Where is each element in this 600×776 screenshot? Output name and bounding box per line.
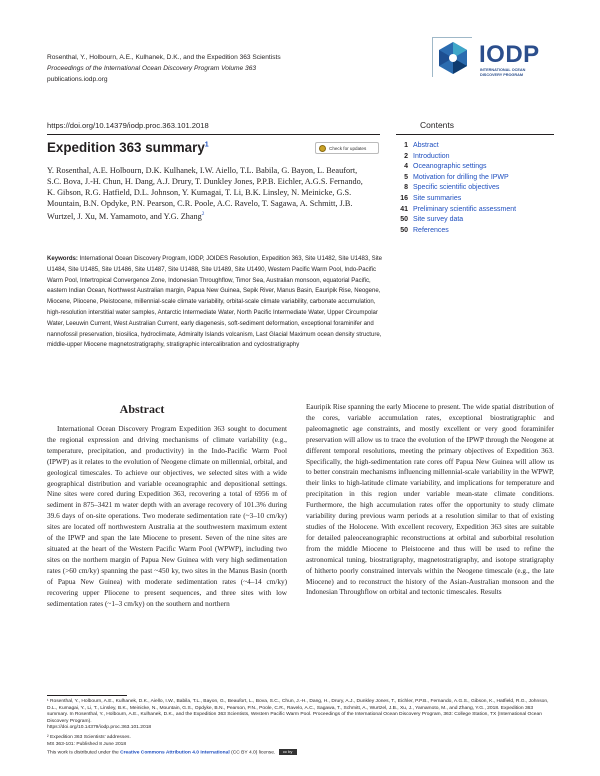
toc-item[interactable]: 2 Introduction [396, 152, 576, 163]
cc-by-icon: cc by [279, 749, 297, 755]
license-link[interactable]: Creative Commons Attribution 4.0 International [120, 750, 230, 756]
toc-link[interactable]: Motivation for drilling the IPWP [413, 173, 509, 181]
license-line: This work is distributed under the Creative Commons Attribution 4.0 International (CC BY 4.0) license. cc by [47, 749, 554, 757]
update-badge-icon [319, 145, 326, 152]
toc-item[interactable]: 16 Site summaries [396, 194, 576, 205]
toc-link[interactable]: Abstract [413, 142, 439, 149]
check-for-updates-label: Check for updates [329, 145, 367, 151]
toc-item[interactable]: 5 Motivation for drilling the IPWP [396, 173, 576, 184]
keywords-text: International Ocean Discovery Program, IODP, JOIDES Resolution, Expedition 363, Site U1482, Site U1483, Site U1484, Site U1485, Site U1486, Site U1487, Site U1488, Site U1489, Site U1490, Western Pacific Warm Pool, Indo-Pacific Warm Pool, Intertropical Convergence Zone, Indonesian Throughflow, Timor Sea, Australian monsoon, equatorial Pacific, eastern Indian Ocean, Northwest Australian margin, Papua New Guinea, Sepik River, Manus Basin, Eauripik Rise, Neogene, Miocene, Pliocene, Pleistocene, millennial-scale climate variability, orbital-scale climate variability, carbonate accumulation, high-resolution interstitial water samples, Antarctic Intermediate Water, North Pacific Intermediate Water, Upper Circumpolar Water, Leeuwin Current, West Australian Current, early diagenesis, soft-sediment deformation, exceptional foraminifer and nannofossil preservation, biosilica, hydroclimate, Admiralty Islands volcanism, Last Glacial Maximum ocean density structure, middle-upper Miocene magnetostratigraphy, stratigraphic intercalibration and cyclostratigraphy [47, 256, 382, 349]
toc-link[interactable]: Oceanographic settings [413, 163, 487, 171]
toc-link[interactable]: Site survey data [413, 216, 464, 224]
toc-item[interactable]: 1 Abstract [396, 141, 576, 152]
authors-footnote-link[interactable]: 2 [201, 211, 205, 217]
toc-link[interactable]: Preliminary scientific assessment [413, 205, 517, 213]
abstract-text-right: Eauripik Rise spanning the early Miocene to present. The wide spatial distribution of the cores, variable accumulation rates, exceptional biostratigraphic and paleomagnetic age constraints, and mostly excellent or very good foraminifer preservation will allow us to trace the evolution of the IPWP through the Neogene at different temporal resolutions, meeting the primary objectives of Expedition 363. Specifically, the high-sedimentation rate cores off Papua New Guinea will allow us to better constrain mechanisms influencing millennial-scale variability in the WPWP, their links to high-latitude climate variability, and implications for temperature and precipitation in this region under variable mean-state climate conditions. Furthermore, the high accumulation rates offer the opportunity to study climate variability during previous warm periods at a resolution similar to that of existing studies of the Holocene. With excellent recovery, Expedition 363 sites are suitable for detailed paleoceanographic reconstructions at orbital and suborbital resolution from the middle Miocene to Pleistocene and thus will be used to refine the astronomical tuning, biostratigraphy, magnetostratigraphy, and isotope stratigraphy of hitherto poorly constrained intervals within the Neogene timescale (e.g., the late Miocene) and to reconstruct the history of the Asian-Australian monsoon and the Indonesian Throughflow on orbital and tectonic timescales. Results [306, 403, 554, 597]
toc-item[interactable]: 50 Site survey data [396, 215, 576, 226]
abstract-heading: Abstract [119, 402, 165, 416]
citation-line: Rosenthal, Y., Holbourn, A.E., Kulhanek, D.K., and the Expedition 363 Scientists [47, 54, 281, 61]
author-list: Y. Rosenthal, A.E. Holbourn, D.K. Kulhanek, I.W. Aiello, T.L. Babila, G. Bayon, L. Beaufort, S.C. Bova, J.-H. Chun, H. Dang, A.J. Drury, T. Dunkley Jones, P.P.B. Eichler, A.G.S. Fernando, K. Gibson, R.G. Hatfield, D.L. Johnson, Y. Kumagai, T. Li, B.K. Linsley, N. Meinicke, G.S. Mountain, B.N. Opdyke, P.N. Pearson, C.R. Poole, A.C. Ravelo, T. Sagawa, A. Schmitt, J.B. Wurtzel, J. Xu, M. Yamamoto, and Y.G. Zhang$^2$ [47, 166, 363, 221]
toc-link[interactable]: Specific scientific objectives [413, 184, 500, 192]
toc-link[interactable]: References [413, 226, 449, 234]
divider [396, 134, 554, 135]
toc-item[interactable]: 8 Specific scientific objectives [396, 183, 576, 194]
table-of-contents [396, 141, 576, 236]
footnote-2-link[interactable]: ² Expedition 363 Scientists' addresses. [47, 735, 131, 740]
page-title: Expedition 363 summary$^1$ [47, 140, 209, 155]
iodp-logo [432, 37, 554, 87]
keywords [47, 254, 382, 351]
check-for-updates-button[interactable] [315, 142, 379, 154]
abstract-text-left: International Ocean Discovery Program Expedition 363 sought to document the regional expression and driving mechanisms of climate variability (e.g., temperature, precipitation, and productivity) in the Indo-Pacific Warm Pool (IPWP) as it relates to the evolution of Neogene climate on millennial, orbital, and geological timescales. To achieve our objectives, we selected sites with a wide geographical distribution and variable oceanographic and depositional settings. Nine sites were cored during Expedition 363, recovering a total of 6956 m of sediment in 875–3421 m water depth with an average recovery of 101.3% during 39.6 days of on-site operations. Two moderate sedimentation rate (~3–10 cm/ky) sites are located off northwestern Australia at the southwestern maximum extent of the IPWP and span the late Miocene to present. Seven of the nine sites are situated at the heart of the Western Pacific Warm Pool (WPWP), including two sites on the northern margin of Papua New Guinea with very high sedimentation rates (>60 cm/ky) spanning the past ~450 ky, two sites in the Manus Basin (north of Papua New Guinea) with moderate sedimentation rates (~4–14 cm/ky) recovering upper Pliocene to present sequences, and three sites with low sedimentation rates (~1–3 cm/ky) on the southern and northern [47, 425, 287, 608]
toc-link[interactable]: Introduction [413, 152, 450, 160]
logo-emblem-icon [432, 37, 472, 77]
logo-wordmark: IODP [479, 41, 540, 68]
journal-site: publications.iodp.org [47, 76, 108, 83]
logo-subtitle: INTERNATIONAL OCEAN DISCOVERY PROGRAM [480, 68, 526, 77]
contents-title: Contents [420, 120, 455, 130]
toc-link[interactable]: Site summaries [413, 194, 462, 202]
divider [47, 134, 380, 135]
toc-item[interactable]: 50 References [396, 226, 576, 237]
doi-link[interactable]: https://doi.org/10.14379/iodp.proc.363.101.2018 [47, 121, 209, 130]
footnote-doi[interactable]: https://doi.org/10.14379/iodp.proc.363.101.2018 [47, 725, 152, 731]
citation-header [47, 52, 281, 85]
journal-line: Proceedings of the International Ocean Discovery Program Volume 363 [47, 65, 257, 72]
keywords-label: Keywords: [47, 256, 78, 262]
footnote-divider [47, 695, 127, 696]
toc-item[interactable]: 41 Preliminary scientific assessment [396, 205, 576, 216]
ms-line: MS 363-101: Published 8 June 2018 [47, 742, 127, 747]
footnote-1: ¹ Rosenthal, Y., Holbourn, A.E., Kulhanek, D.K., Aiello, I.W., Babila, T.L., Bayon, G., Beaufort, L., Bova, S.C., Chun, J.-H., Dang, H., Drury, A.J., Dunkley Jones, T., Eichler, P.P.B., Fernando, A.G.S., Gibson, K., Hatfield, R.G., Johnson, D.L., Kumagai, Y., Li, T., Linsley, B.K., Meinicke, N., Mountain, G.S., Opdyke, B.N., Pearson, P.N., Poole, C.R., Ravelo, A.C., Sagawa, T., Schmitt, A., Wurtzel, J.B., Xu, J., Yamamoto, M., and Zhang, Y.G., 2018. Expedition 363 summary. In Rosenthal, Y., Holbourn, A.E., Kulhanek, D.K., and the Expedition 363 Scientists, Western Pacific Warm Pool. Proceedings of the International Ocean Discovery Program, 363: College Station, TX (International Ocean Discovery Program). https://doi.org/10.14379/iodp.proc.363.101.2018 [47, 699, 549, 731]
title-footnote-link[interactable]: 1 [204, 141, 209, 149]
toc-item[interactable]: 4 Oceanographic settings [396, 162, 576, 173]
